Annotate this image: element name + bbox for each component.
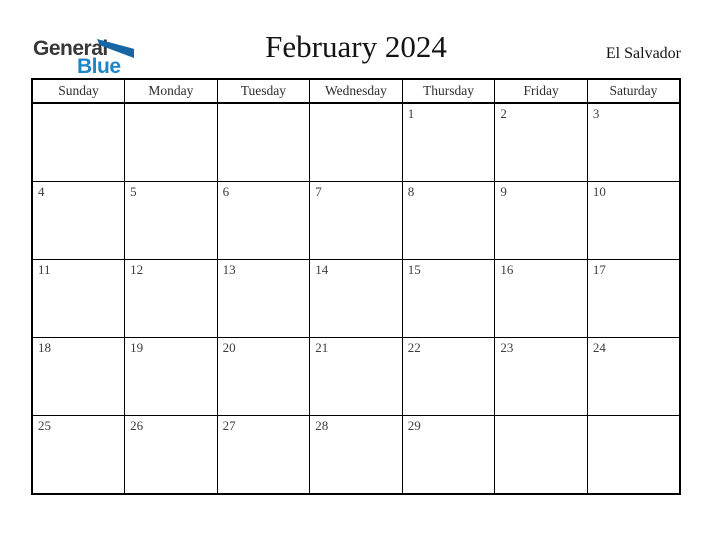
day-cell: 8 [402,182,495,260]
day-cell [125,103,218,182]
day-cell [32,103,125,182]
day-cell [495,416,588,495]
day-cell: 2 [495,103,588,182]
day-header-thursday: Thursday [402,79,495,103]
day-cell: 21 [310,338,403,416]
day-cell: 14 [310,260,403,338]
day-cell: 26 [125,416,218,495]
day-cell: 4 [32,182,125,260]
day-cell: 9 [495,182,588,260]
day-cell: 22 [402,338,495,416]
week-row-2 [32,182,680,260]
calendar-table [31,78,681,495]
week-row-3 [32,260,680,338]
day-cell: 15 [402,260,495,338]
day-cell [587,416,680,495]
calendar-header-row [32,79,680,103]
day-header-sunday: Sunday [32,79,125,103]
day-cell: 29 [402,416,495,495]
day-cell: 11 [32,260,125,338]
week-row-5 [32,416,680,495]
country-label: El Salvador [605,45,681,62]
day-cell: 27 [217,416,310,495]
day-cell: 1 [402,103,495,182]
logo-text-general: General [33,37,108,60]
week-row-1 [32,103,680,182]
day-cell: 5 [125,182,218,260]
day-header-monday: Monday [125,79,218,103]
day-cell [217,103,310,182]
day-cell: 6 [217,182,310,260]
day-header-saturday: Saturday [587,79,680,103]
day-cell: 18 [32,338,125,416]
day-cell: 19 [125,338,218,416]
week-row-4 [32,338,680,416]
day-header-tuesday: Tuesday [217,79,310,103]
day-cell: 13 [217,260,310,338]
day-header-friday: Friday [495,79,588,103]
day-cell: 24 [587,338,680,416]
day-cell: 28 [310,416,403,495]
day-cell: 17 [587,260,680,338]
day-cell: 16 [495,260,588,338]
day-cell: 23 [495,338,588,416]
page-title: February 2024 [265,29,447,64]
logo-text-blue: Blue [77,55,121,78]
day-cell: 12 [125,260,218,338]
day-header-wednesday: Wednesday [310,79,403,103]
day-cell: 10 [587,182,680,260]
day-cell: 25 [32,416,125,495]
day-cell: 20 [217,338,310,416]
day-cell [310,103,403,182]
day-cell: 3 [587,103,680,182]
day-cell: 7 [310,182,403,260]
